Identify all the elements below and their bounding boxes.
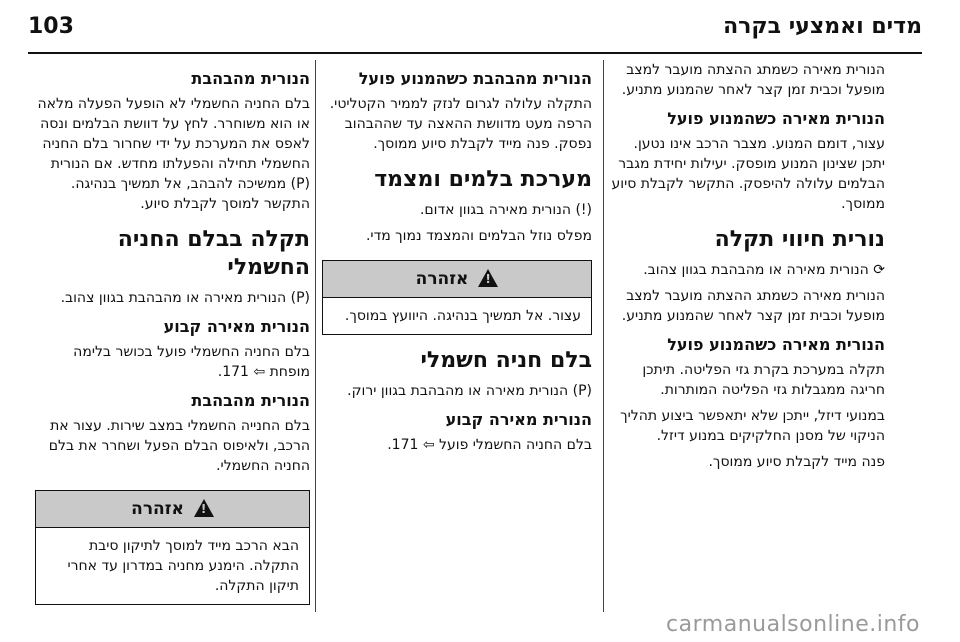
section-heading: הנורית מאירה קבוע: [163, 317, 310, 336]
section-title: בלם חניה חשמלי: [420, 348, 592, 373]
column-divider: [603, 60, 604, 612]
column-right: [610, 60, 885, 478]
paragraph: במנועי דיזל, ייתכן שלא יתאפשר ביצוע תהליך הניקוי של מסנן החלקיקים במנוע דיזל.: [620, 408, 885, 444]
section-title: תקלה בבלם החניה החשמלי: [117, 227, 310, 280]
section-heading: הנורית מאירה כשהמנוע פועל: [667, 109, 885, 128]
watermark: carmanualsonline.info: [666, 612, 920, 637]
section-heading: הנורית מהבהבת: [191, 69, 310, 88]
engine-check-icon: ⟳: [873, 262, 885, 278]
section-heading: הנורית מאירה כשהמנוע פועל: [667, 335, 885, 354]
parking-brake-fault-icon: (P): [290, 290, 310, 306]
paragraph: פנה מייד לקבלת סיוע ממוסך.: [708, 454, 885, 470]
paragraph: [322, 200, 592, 220]
page-header: [28, 12, 922, 52]
warning-text: עצור. אל תמשיך בנהיגה. היוועץ במוסך.: [344, 308, 581, 324]
page-number: 103: [28, 14, 74, 39]
warning-title: אזהרה: [131, 499, 184, 519]
paragraph: [322, 381, 592, 401]
section-title: מערכת בלמים ומצמד: [374, 167, 592, 192]
paragraph-text: הנורית מאירה או מהבהבת בגוון צהוב.: [643, 262, 869, 278]
warning-triangle-icon: [478, 269, 498, 287]
paragraph-text: הנורית מאירה או מהבהבת בגוון ירוק.: [347, 383, 569, 399]
paragraph-text: ממשיכה להבהב, אל תמשיך בנהיגה. התקשר למוסך לקבלת סיוע.: [70, 176, 310, 212]
paragraph: הנורית מאירה כשמתג ההצתה מועבר למצב מופעל וכבית זמן קצר לאחר שהמנוע מתניע.: [621, 288, 885, 324]
warning-header: [36, 491, 309, 528]
paragraph: תקלה במערכת בקרת גזי הפליטה. תיתכן חריגה ממגבלות גזי הפליטה המותרות.: [642, 362, 885, 398]
paragraph-text: הנורית מאירה או מהבהבת בגוון צהוב.: [60, 290, 287, 306]
paragraph-text: הנורית מאירה בגוון אדום.: [419, 202, 571, 218]
paragraph: [610, 260, 885, 280]
paragraph: מפלס נוזל הבלמים והמצמד נמוך מדי.: [365, 228, 592, 244]
parking-brake-icon: (P): [572, 383, 592, 399]
warning-text: הבא הרכב מייד למוסך לתיקון סיבת התקלה. הימנע מחניה במדרון עד אחרי תיקון התקלה.: [67, 538, 299, 594]
paragraph: התקלה עלולה לגרום לנזק לממיר הקטליטי. הרפה מעט מדוושת ההאצה עד שההבהוב נפסק. פנה מייד לקבלת סיוע ממוסך.: [329, 96, 592, 152]
paragraph: הנורית מאירה כשמתג ההצתה מועבר למצב מופעל וכבית זמן קצר לאחר שהמנוע מתניע.: [621, 62, 885, 98]
chapter-title: מדים ואמצעי בקרה: [723, 14, 922, 39]
header-rule: [28, 52, 922, 54]
column-left: [35, 60, 310, 615]
paragraph-text: בלם החניה החשמלי לא הופעל הפעלה מלאה או הוא משוחרר. לחץ על דוושת הבלמים ונסה לאפס את המערכת על ידי שחרור בלם החניה החשמלי תחילה והפעלתו מחדש. אם הנורית: [37, 96, 310, 172]
section-title: נורית חיווי תקלה: [714, 227, 885, 252]
warning-header: [323, 261, 591, 298]
section-heading: הנורית מהבהבת כשהמנוע פועל: [358, 69, 592, 88]
column-divider: [315, 60, 316, 612]
parking-brake-icon: (P): [290, 176, 310, 192]
paragraph: עצור, דומם המנוע. מצבר הרכב אינו נטען. יתכן שצינון המנוע מופסק. יעילות יחידת מגבר הבלמים עלולה להיפסק. התקשר לקבלת סיוע ממוסך.: [611, 136, 885, 212]
warning-box: [35, 490, 310, 605]
warning-title: אזהרה: [415, 269, 469, 289]
brake-warning-icon: (!): [575, 202, 592, 218]
paragraph: בלם החנייה החשמלי במצב שירות. עצור את הרכב, ולאיפוס הבלם הפעל ושחרר את בלם החניה החשמלי.: [48, 418, 310, 474]
section-heading: הנורית מאירה קבוע: [445, 410, 592, 429]
paragraph: [35, 94, 310, 214]
warning-box: [322, 260, 592, 335]
paragraph: בלם החניה החשמלי פועל ⇦ 171.: [387, 437, 592, 453]
column-middle: [322, 60, 592, 461]
warning-triangle-icon: [194, 499, 214, 517]
section-heading: הנורית מהבהבת: [191, 391, 310, 410]
paragraph: בלם החניה החשמלי פועל בכושר בלימה מופחת ⇦ 171.: [73, 344, 310, 380]
paragraph: [35, 288, 310, 308]
